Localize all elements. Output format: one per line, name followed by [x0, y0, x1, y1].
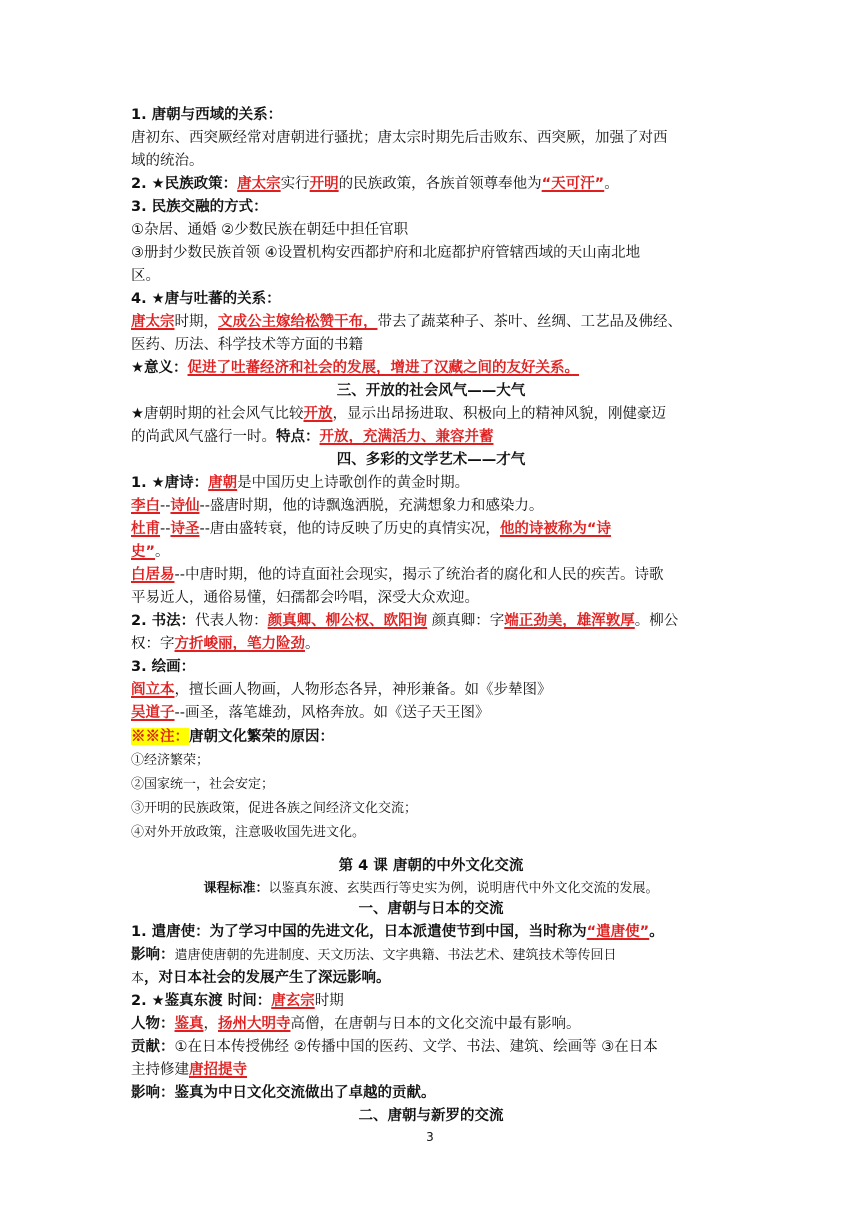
heading-painting	[131, 657, 731, 678]
text: --中唐时期，他的诗直面社会现实，揭示了统治者的腐化和人民的疾苦。诗歌	[174, 567, 664, 583]
text: 1. 遣唐使：为了学习中国的先进文化，日本派遣使节到中国，当时称为	[131, 924, 587, 940]
keyword: “天可汗”	[541, 176, 605, 192]
label: 贡献：	[131, 1039, 175, 1055]
paragraph-line	[131, 404, 731, 425]
text: 平易近人，通俗易懂，妇孺都会吟唱，深受大众欢迎。	[131, 590, 479, 606]
text: 。	[649, 924, 664, 940]
section-heading-japan	[131, 899, 731, 920]
paragraph-line	[131, 496, 731, 517]
note-item	[131, 774, 731, 795]
label: 特点：	[276, 429, 320, 445]
text: 二、唐朝与新罗的交流	[358, 1108, 504, 1124]
section-heading-4	[131, 450, 731, 471]
text: 域的统治。	[131, 153, 204, 169]
text: --盛唐时期，他的诗飘逸洒脱，充满想象力和感染力。	[199, 498, 544, 514]
keyword: 李白	[131, 498, 160, 514]
paragraph-line	[131, 588, 731, 609]
paragraph-line	[131, 542, 731, 563]
text: 3. 绘画：	[131, 659, 196, 675]
text: 唐朝文化繁荣的原因：	[189, 728, 334, 745]
text: 时期，	[174, 314, 218, 330]
note-line	[131, 726, 731, 748]
heading-integration	[131, 197, 731, 218]
keyword: 文成公主嫁给松赞干布，	[218, 314, 378, 330]
note-item	[131, 798, 731, 819]
text: 1. 唐朝与西域的关系：	[131, 107, 283, 123]
paragraph-line	[131, 1037, 731, 1058]
jianzhen-line	[131, 991, 731, 1012]
text: 带去了蔬菜种子、茶叶、丝绸、工艺品及佛经、	[377, 314, 682, 330]
paragraph-line	[131, 519, 731, 540]
text: ③册封少数民族首领 ④设置机构安西都护府和北庭都护府管辖西域的天山南北地	[131, 245, 641, 261]
keyword: 唐朝	[208, 475, 238, 491]
label: 2. ★鉴真东渡 时间：	[131, 993, 272, 1009]
text: 4. ★唐与吐蕃的关系：	[131, 291, 281, 307]
keyword: 颜真卿、柳公权、欧阳询	[267, 613, 428, 629]
paragraph-line	[131, 968, 731, 989]
text: 是中国历史上诗歌创作的黄金时期。	[237, 475, 470, 491]
text: 医药、历法、科学技术等方面的书籍	[131, 337, 363, 353]
text: 第 4 课 唐朝的中外文化交流	[338, 858, 524, 874]
keyword: 鉴真	[174, 1016, 204, 1032]
paragraph-line	[131, 1014, 731, 1035]
keyword: 促进了吐蕃经济和社会的发展，增进了汉藏之间的友好关系。	[187, 360, 579, 376]
keyword: 白居易	[131, 567, 175, 583]
text: ①杂居、通婚 ②少数民族在朝廷中担任官职	[131, 222, 409, 238]
label: 2. ★民族政策：	[131, 176, 238, 192]
text: 区。	[131, 268, 160, 284]
course-standard	[131, 878, 731, 899]
page-number: 3	[426, 1130, 434, 1144]
keyword: 唐太宗	[237, 176, 281, 192]
envoys-line	[131, 922, 731, 943]
text: 一、唐朝与日本的交流	[358, 901, 504, 917]
text: 。	[604, 176, 619, 192]
keyword: 诗圣	[170, 521, 200, 537]
label: ★意义：	[131, 360, 188, 376]
text: 时期	[314, 993, 344, 1009]
keyword: 唐招提寺	[189, 1062, 247, 1078]
paragraph-line	[131, 565, 731, 586]
text: 唐初东、西突厥经常对唐朝进行骚扰；唐太宗时期先后击败东、西突厥，加强了对西	[131, 130, 668, 146]
keyword: 他的诗被称为“诗	[499, 521, 611, 537]
keyword: 端正劲美，雄浑敦厚	[504, 613, 635, 629]
keyword: “遣唐使”	[586, 924, 650, 940]
text: 实行	[280, 176, 310, 192]
keyword: 唐玄宗	[271, 993, 315, 1009]
keyword: 史”	[131, 544, 156, 560]
label: 1. ★唐诗：	[131, 475, 209, 491]
paragraph-line	[131, 151, 731, 172]
text: --画圣，落笔雄劲，风格奔放。如《送子天王图》	[174, 705, 490, 721]
text: 高僧，在唐朝与日本的文化交流中最有影响。	[290, 1016, 581, 1032]
text: ②国家统一，社会安定；	[131, 777, 275, 792]
heading-western-regions	[131, 105, 731, 126]
paragraph-line	[131, 634, 731, 655]
text: 的尚武风气盛行一时。	[131, 429, 276, 445]
text: ，对日本社会的发展产生了深远影响。	[144, 970, 391, 986]
keyword: 开明	[309, 176, 339, 192]
text: 3. 民族交融的方式：	[131, 199, 268, 215]
paragraph-line	[131, 703, 731, 724]
paragraph-line	[131, 680, 731, 701]
keyword: 开放	[303, 406, 333, 422]
heading-tubo	[131, 289, 731, 310]
text: ④对外开放政策，注意吸收国先进文化。	[131, 825, 366, 840]
text: 代表人物：	[195, 613, 268, 629]
text: 。柳公	[634, 613, 679, 629]
note-label: ※※注：	[131, 728, 189, 745]
keyword: 吴道子	[131, 705, 175, 721]
paragraph-line	[131, 611, 731, 632]
paragraph-line	[131, 335, 731, 356]
text: ，擅长画人物画，人物形态各异，神形兼备。如《步辇图》	[174, 682, 552, 698]
label: 人物：	[131, 1016, 175, 1032]
text: ①在日本传授佛经 ②传播中国的医药、文学、书法、建筑、绘画等 ③在日本	[174, 1039, 658, 1055]
text: 四、多彩的文学艺术——才气	[336, 452, 526, 468]
keyword: 扬州大明寺	[218, 1016, 291, 1032]
text: 三、开放的社会风气——大气	[336, 383, 526, 399]
text: 本	[131, 971, 145, 986]
label: 影响：	[131, 947, 175, 963]
text: ，显示出昂扬进取、积极向上的精神风貌，刚健豪迈	[332, 406, 666, 422]
keyword: 方折峻丽，笔力险劲	[174, 636, 305, 652]
keyword: 唐太宗	[131, 314, 175, 330]
keyword: 阎立本	[131, 682, 175, 698]
text: 以鉴真东渡、玄奘西行等史实为例，说明唐代中外文化交流的发展。	[268, 881, 659, 896]
ethnic-policy-line	[131, 174, 731, 195]
text: 影响：鉴真为中日文化交流做出了卓越的贡献。	[131, 1085, 436, 1101]
text: --唐由盛转衰，他的诗反映了历史的真情实况，	[199, 521, 500, 537]
keyword: 杜甫	[131, 521, 160, 537]
text: 。	[305, 636, 320, 652]
paragraph-line	[131, 266, 731, 287]
section-heading-3	[131, 381, 731, 402]
text: 权：字	[131, 636, 175, 652]
paragraph-line	[131, 473, 731, 494]
paragraph-line	[131, 945, 731, 966]
text: ，	[203, 1016, 218, 1032]
paragraph-line	[131, 312, 731, 333]
paragraph-line	[131, 1060, 731, 1081]
text: ①经济繁荣；	[131, 753, 210, 768]
keyword: 开放，充满活力、兼容并蓄	[319, 429, 494, 445]
note-item	[131, 822, 731, 843]
label: 课程标准：	[203, 881, 269, 896]
text: ③开明的民族政策，促进各族之间经济文化交流；	[131, 801, 418, 816]
paragraph-line	[131, 220, 731, 241]
note-item	[131, 750, 731, 771]
label: 2. 书法：	[131, 613, 196, 629]
paragraph-line	[131, 243, 731, 264]
paragraph-line	[131, 427, 731, 448]
text: 。	[155, 544, 170, 560]
text: 颜真卿：字	[427, 613, 505, 629]
paragraph-line	[131, 1083, 731, 1104]
text: --	[160, 521, 171, 537]
text: 主持修建	[131, 1062, 189, 1078]
keyword: 诗仙	[170, 498, 200, 514]
paragraph-line	[131, 128, 731, 149]
text: 的民族政策，各族首领尊奉他为	[338, 176, 542, 192]
text: 遣唐使唐朝的先进制度、天文历法、文字典籍、书法艺术、建筑技术等传回日	[174, 948, 617, 963]
text: --	[160, 498, 171, 514]
section-heading-silla	[131, 1106, 731, 1127]
significance-line	[131, 358, 731, 379]
text: ★唐朝时期的社会风气比较	[131, 406, 304, 422]
lesson-title	[131, 856, 731, 877]
